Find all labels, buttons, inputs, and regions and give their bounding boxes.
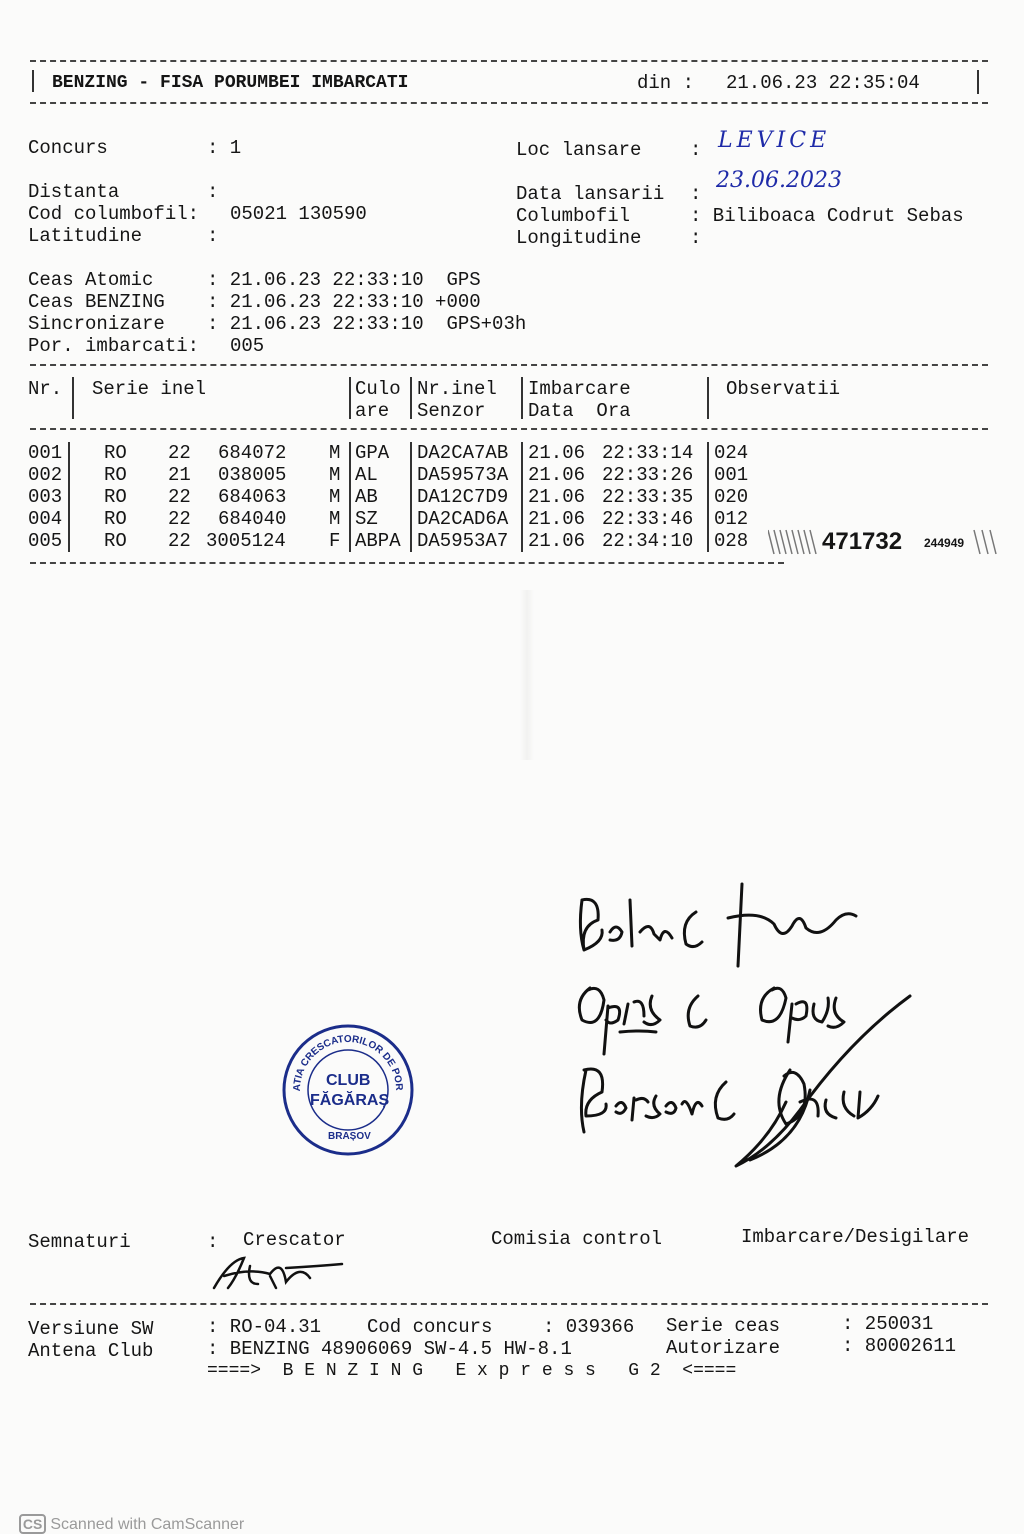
cell-sex: M (329, 508, 341, 530)
antena-club-value: : BENZING 48906069 SW-4.5 HW-8.1 (207, 1338, 572, 1360)
stamp-fagaras: FĂGĂRAȘ (310, 1092, 390, 1109)
distanta-label: Distanta (28, 181, 120, 203)
camscanner-text: Scanned with CamScanner (50, 1516, 245, 1533)
benzing-express-brand: ====> B E N Z I N G E x p r e s s G 2 <==== (207, 1361, 737, 1381)
cell-inel: 3005124 (206, 530, 286, 552)
cell-culoare: GPA (355, 442, 390, 464)
cod-concurs-value: : 039366 (543, 1316, 635, 1338)
cell-tara: RO (104, 442, 127, 464)
comisia-control-label: Comisia control (491, 1228, 663, 1250)
ceas-atomic-label: Ceas Atomic (28, 269, 154, 291)
cell-culoare: AL (355, 464, 378, 486)
semnaturi-colon: : (207, 1231, 219, 1253)
cell-data: 21.06 (528, 464, 586, 486)
cell-ora: 22:34:10 (602, 530, 694, 552)
cell-nr: 002 (28, 464, 63, 486)
col-divider (72, 377, 74, 419)
loc-lansare-colon: : (690, 139, 702, 161)
cod-columbofil-label: Cod columbofil: (28, 203, 200, 225)
serie-ceas-label: Serie ceas (666, 1315, 781, 1337)
din-timestamp: 21.06.23 22:35:04 (726, 72, 920, 94)
columbofil-value: : Biliboaca Codrut Sebas (690, 205, 964, 227)
header-left-border (32, 70, 34, 92)
cell-an: 22 (168, 508, 191, 530)
row-divider (349, 442, 351, 552)
ceas-benzing-label: Ceas BENZING (28, 291, 165, 313)
data-lansarii-label: Data lansarii (516, 183, 665, 205)
stamp-brasov: BRAȘOV (328, 1131, 371, 1142)
col-nrinel-header-2: Senzor (417, 400, 486, 422)
cell-tara: RO (104, 464, 127, 486)
serie-ceas-value: : 250031 (842, 1313, 934, 1335)
row-divider (521, 442, 523, 552)
cell-senzor: DA59573A (417, 464, 509, 486)
antena-club-label: Antena Club (28, 1340, 154, 1362)
porumbei-imbarcati-value: 005 (230, 335, 265, 357)
distanta-value: : (207, 181, 219, 203)
col-divider (707, 377, 709, 419)
concurs-value: : 1 (207, 137, 242, 159)
paper-fold (520, 590, 534, 760)
cell-sex: M (329, 442, 341, 464)
header-bottom-divider (30, 102, 988, 104)
cell-nr: 001 (28, 442, 63, 464)
col-divider (349, 377, 351, 419)
col-culoare-header-2: are (355, 400, 390, 422)
semnaturi-label: Semnaturi (28, 1231, 131, 1253)
cell-senzor: DA2CA7AB (417, 442, 509, 464)
cell-data: 21.06 (528, 442, 586, 464)
versiune-sw-label: Versiune SW (28, 1318, 154, 1340)
loc-lansare-handwritten: LEVICE (718, 128, 831, 153)
cell-nr: 004 (28, 508, 63, 530)
cell-sex: M (329, 486, 341, 508)
cod-columbofil-value: 05021 130590 (230, 203, 367, 225)
col-culoare-header-1: Culo (355, 378, 401, 400)
document-title: BENZING - FISA PORUMBEI IMBARCATI (52, 73, 409, 93)
cell-sex: M (329, 464, 341, 486)
latitudine-label: Latitudine (28, 225, 143, 247)
col-nrinel-header-1: Nr.inel (417, 378, 497, 400)
crescator-label: Crescator (243, 1229, 346, 1251)
table-top-divider (30, 364, 988, 366)
col-divider (521, 377, 523, 419)
row-divider (68, 442, 70, 552)
col-imbarcare-header-1: Imbarcare (528, 378, 631, 400)
row-divider (707, 442, 709, 552)
table-bottom-divider (30, 562, 784, 564)
cell-culoare: AB (355, 486, 378, 508)
cell-ora: 22:33:35 (602, 486, 694, 508)
din-label: din : (637, 72, 695, 94)
concurs-label: Concurs (28, 137, 108, 159)
data-lansarii-handwritten: 23.06.2023 (716, 168, 842, 193)
cell-ora: 22:33:14 (602, 442, 694, 464)
seal-small-number: 244949 (924, 536, 965, 550)
porumbei-imbarcati-label: Por. imbarcati: (28, 335, 200, 357)
cell-data: 21.06 (528, 508, 586, 530)
security-seal-label (768, 524, 1000, 560)
cell-tara: RO (104, 486, 127, 508)
cell-observatii: 012 (714, 508, 749, 530)
cell-observatii: 020 (714, 486, 749, 508)
header-right-border (977, 70, 979, 94)
cell-an: 21 (168, 464, 191, 486)
cell-inel: 684072 (218, 442, 287, 464)
cod-concurs-label: Cod concurs (367, 1316, 493, 1338)
cell-senzor: DA5953A7 (417, 530, 509, 552)
seal-number: 471732 (822, 528, 903, 555)
versiune-sw-value: : RO-04.31 (207, 1316, 322, 1338)
cell-nr: 003 (28, 486, 63, 508)
cell-culoare: SZ (355, 508, 378, 530)
cell-ora: 22:33:46 (602, 508, 694, 530)
col-divider (410, 377, 412, 419)
camscanner-watermark (10, 1496, 244, 1534)
col-nr-header: Nr. (28, 378, 63, 400)
cell-observatii: 028 (714, 530, 749, 552)
cell-senzor: DA2CAD6A (417, 508, 509, 530)
cell-tara: RO (104, 530, 127, 552)
cell-senzor: DA12C7D9 (417, 486, 509, 508)
cell-observatii: 001 (714, 464, 749, 486)
columbofil-label: Columbofil (516, 205, 631, 227)
ceas-atomic-value: : 21.06.23 22:33:10 GPS (207, 269, 481, 291)
table-header-divider (30, 428, 988, 430)
data-lansarii-colon: : (690, 183, 702, 205)
sincronizare-label: Sincronizare (28, 313, 165, 335)
cell-observatii: 024 (714, 442, 749, 464)
autorizare-label: Autorizare (666, 1337, 781, 1359)
autorizare-value: : 80002611 (842, 1335, 957, 1357)
ceas-benzing-value: : 21.06.23 22:33:10 +000 (207, 291, 481, 313)
cell-inel: 038005 (218, 464, 287, 486)
svg-text:ASOCIATIA CRESCATORILOR DE POR: ATIA CRESCATORILOR DE POR (291, 1033, 405, 1092)
cell-an: 22 (168, 486, 191, 508)
cell-nr: 005 (28, 530, 63, 552)
cell-data: 21.06 (528, 486, 586, 508)
crescator-signature (210, 1254, 350, 1294)
longitudine-value: : (690, 227, 702, 249)
cell-tara: RO (104, 508, 127, 530)
header-top-divider (30, 60, 988, 62)
cell-inel: 684040 (218, 508, 287, 530)
cell-ora: 22:33:26 (602, 464, 694, 486)
cell-sex: F (329, 530, 341, 552)
cell-inel: 684063 (218, 486, 287, 508)
col-observatii-header: Observatii (726, 378, 841, 400)
cell-an: 22 (168, 442, 191, 464)
club-stamp (280, 1022, 416, 1158)
cell-an: 22 (168, 530, 191, 552)
imbarcare-desigilare-label: Imbarcare/Desigilare (741, 1226, 970, 1248)
loc-lansare-label: Loc lansare (516, 139, 642, 161)
footer-top-divider (30, 1303, 988, 1305)
longitudine-label: Longitudine (516, 227, 642, 249)
cell-culoare: ABPA (355, 530, 401, 552)
cell-data: 21.06 (528, 530, 586, 552)
sincronizare-value: : 21.06.23 22:33:10 GPS+03h (207, 313, 527, 335)
col-serie-header: Serie inel (92, 378, 207, 400)
row-divider (410, 442, 412, 552)
latitudine-value: : (207, 225, 219, 247)
stamp-club: CLUB (326, 1072, 371, 1089)
col-imbarcare-header-2: Data Ora (528, 400, 631, 422)
committee-signatures (560, 870, 920, 1170)
camscanner-logo-icon: CS (19, 1514, 46, 1534)
